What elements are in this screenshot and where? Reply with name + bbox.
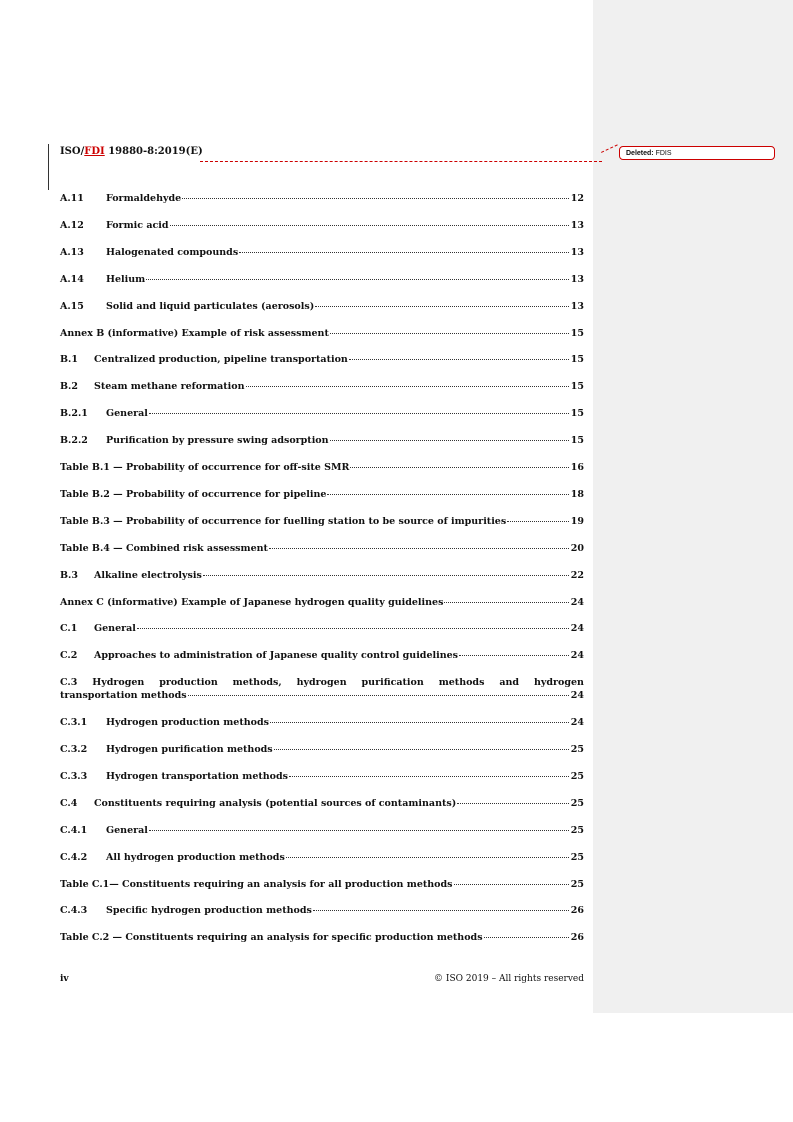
toc-entry-word: purification: [361, 677, 424, 689]
toc-entry[interactable]: [60, 798, 584, 809]
revision-connector-line: [200, 161, 602, 162]
toc-entry-number: A.14: [60, 273, 84, 285]
toc-leader-dots: [137, 628, 569, 629]
toc-entry-page: 19: [570, 515, 584, 527]
toc-entry-number: B.2.1: [60, 408, 88, 420]
toc-entry-number: A.11: [60, 193, 84, 204]
toc-entry[interactable]: [60, 516, 584, 527]
toc-entry-title: Halogenated compounds: [106, 246, 239, 258]
toc-entry[interactable]: [60, 852, 584, 863]
toc-entry-title: Hydrogen purification methods: [106, 744, 273, 755]
toc-entry-title: Table B.4 — Combined risk assessment: [60, 542, 268, 554]
toc-entry[interactable]: [60, 623, 584, 634]
toc-entry-number: B.2: [60, 381, 78, 393]
toc-entry-page: 13: [570, 246, 584, 258]
toc-entry-title: Formic acid: [106, 219, 169, 231]
toc-entry-page: 22: [570, 569, 584, 581]
toc-entry-line2[interactable]: [60, 690, 584, 701]
toc-entry-number: C.3.1: [60, 717, 88, 729]
toc-entry-page: 15: [570, 354, 584, 366]
toc-entry-page: 13: [570, 300, 584, 312]
toc-leader-dots: [350, 467, 568, 468]
toc-entry[interactable]: [60, 543, 584, 554]
toc-entry[interactable]: [60, 220, 584, 231]
toc-leader-dots: [149, 413, 569, 414]
toc-entry[interactable]: [60, 905, 584, 916]
toc-leader-dots: [289, 776, 569, 777]
toc-entry[interactable]: [60, 354, 584, 365]
toc-entry-title: General: [106, 824, 148, 836]
toc-entry-title: Steam methane reformation: [94, 381, 245, 393]
toc-entry-number: C.4.1: [60, 824, 88, 836]
toc-leader-dots: [246, 386, 569, 387]
toc-entry-page: 25: [570, 851, 584, 863]
toc-entry-title: Table B.1 — Probability of occurrence for off-site SMR: [60, 462, 350, 473]
toc-leader-dots: [327, 494, 568, 495]
toc-entry-title: General: [106, 408, 148, 420]
toc-entry-title: Specific hydrogen production methods: [106, 905, 312, 917]
toc-entry-word: methods,: [232, 677, 282, 689]
toc-entry-word: hydrogen: [296, 677, 347, 689]
deletion-comment-balloon[interactable]: [619, 146, 775, 160]
toc-entry-number: B.2.2: [60, 435, 88, 447]
toc-leader-dots: [170, 225, 569, 226]
toc-entry-line1[interactable]: [60, 677, 584, 688]
toc-entry-title: Helium: [106, 273, 146, 285]
toc-entry-page: 26: [570, 932, 584, 944]
toc-leader-dots: [315, 306, 569, 307]
toc-entry-title: Table B.3 — Probability of occurrence for fuelling station to be source of impurities: [60, 515, 507, 527]
toc-entry[interactable]: [60, 193, 584, 204]
balloon-text: FDIS: [655, 150, 672, 157]
toc-entry-page: 25: [570, 878, 584, 890]
toc-entry-title: Purification by pressure swing adsorption: [106, 435, 329, 447]
toc-leader-dots: [239, 252, 569, 253]
toc-entry-word: and: [499, 677, 520, 689]
toc-entry-number: B.1: [60, 354, 78, 366]
toc-entry-title: Centralized production, pipeline transportation: [94, 354, 348, 366]
toc-entry[interactable]: [60, 274, 584, 285]
toc-entry[interactable]: [60, 570, 584, 581]
toc-entry-page: 25: [570, 824, 584, 836]
toc-entry-title: Table C.2 — Constituents requiring an analysis for specific production methods: [60, 932, 483, 944]
toc-entry[interactable]: [60, 408, 584, 419]
toc-entry-page: 15: [570, 327, 584, 339]
toc-entry-title: transportation methods: [60, 690, 187, 702]
toc-leader-dots: [459, 655, 569, 656]
toc-entry-page: 24: [570, 690, 584, 702]
balloon-label: Deleted:: [626, 150, 654, 157]
toc-leader-dots: [349, 359, 569, 360]
toc-entry-number: C.3.3: [60, 770, 88, 782]
toc-entry-page: 25: [570, 797, 584, 809]
toc-entry-title: Solid and liquid particulates (aerosols): [106, 300, 315, 312]
toc-entry-title: Hydrogen transportation methods: [106, 770, 288, 782]
toc-entry-number: C.1: [60, 623, 78, 635]
document-header: [60, 146, 203, 157]
toc-entry-page: 16: [570, 462, 584, 473]
toc-entry-page: 25: [570, 770, 584, 782]
toc-leader-dots: [444, 602, 568, 603]
change-bar: [48, 144, 49, 190]
toc-entry[interactable]: [60, 879, 584, 890]
toc-leader-dots: [507, 521, 569, 522]
toc-leader-dots: [454, 884, 569, 885]
toc-leader-dots: [269, 548, 569, 549]
toc-entry-number: C.4: [60, 797, 78, 809]
toc-leader-dots: [149, 830, 569, 831]
toc-entry-number: A.13: [60, 246, 84, 258]
toc-entry[interactable]: [60, 301, 584, 312]
toc-entry-number: C.3.2: [60, 744, 88, 755]
toc-entry[interactable]: [60, 932, 584, 943]
toc-entry[interactable]: [60, 462, 584, 473]
toc-entry-title: Constituents requiring analysis (potential sources of contaminants): [94, 797, 457, 809]
toc-entry[interactable]: [60, 825, 584, 836]
toc-entry-title: Formaldehyde: [106, 193, 182, 204]
toc-entry[interactable]: [60, 435, 584, 446]
toc-entry-title: Approaches to administration of Japanese quality control guidelines: [94, 650, 459, 662]
toc-leader-dots: [286, 857, 569, 858]
toc-entry[interactable]: [60, 247, 584, 258]
toc-entry[interactable]: [60, 489, 584, 500]
toc-entry-title: Annex C (informative) Example of Japanese hydrogen quality guidelines: [60, 596, 444, 608]
toc-entry-number: A.15: [60, 300, 84, 312]
toc-entry-page: 24: [570, 717, 584, 729]
toc-entry-number: C.4.3: [60, 905, 88, 917]
toc-entry-title: Annex B (informative) Example of risk assessment: [60, 327, 329, 339]
toc-entry[interactable]: [60, 328, 584, 339]
toc-entry-number: C.2: [60, 650, 78, 662]
header-prefix: ISO/: [60, 146, 85, 157]
toc-entry-title: Table B.2 — Probability of occurrence for pipeline: [60, 488, 327, 500]
toc-entry-page: 13: [570, 273, 584, 285]
toc-entry-title: Alkaline electrolysis: [94, 569, 202, 581]
header-inserted-text: FDI: [84, 146, 105, 157]
toc-entry-page: 15: [570, 381, 584, 393]
toc-leader-dots: [313, 910, 569, 911]
toc-entry-title: All hydrogen production methods: [106, 851, 285, 863]
toc-entry-word: hydrogen: [533, 677, 584, 689]
toc-entry-number: C.4.2: [60, 851, 88, 863]
toc-leader-dots: [457, 803, 569, 804]
toc-entry-page: 24: [570, 596, 584, 608]
toc-entry[interactable]: [60, 717, 584, 728]
toc-entry[interactable]: [60, 650, 584, 661]
toc-entry-page: 20: [570, 542, 584, 554]
toc-entry-page: 15: [570, 408, 584, 420]
toc-leader-dots: [484, 937, 569, 938]
toc-entry-number: B.3: [60, 569, 78, 581]
toc-entry-page: 24: [570, 650, 584, 662]
toc-entry[interactable]: [60, 771, 584, 782]
toc-leader-dots: [330, 440, 569, 441]
toc-entry-number: C.3: [60, 677, 78, 689]
toc-entry-page: 24: [570, 623, 584, 635]
toc-entry-number: A.12: [60, 219, 84, 231]
footer-page-number: iv: [60, 974, 69, 984]
toc-entry[interactable]: [60, 597, 584, 608]
toc-leader-dots: [270, 722, 569, 723]
toc-entry-page: 25: [570, 744, 584, 755]
toc-leader-dots: [188, 695, 569, 696]
footer-copyright: © ISO 2019 – All rights reserved: [434, 974, 584, 984]
toc-leader-dots: [203, 575, 569, 576]
toc-entry-title: General: [94, 623, 136, 635]
toc-entry-word: methods: [438, 677, 485, 689]
toc-entry-page: 15: [570, 435, 584, 447]
header-suffix: 19880-8:2019(E): [104, 146, 203, 157]
toc-entry[interactable]: [60, 381, 584, 392]
toc-entry-word: Hydrogen: [92, 677, 145, 689]
toc-leader-dots: [146, 279, 569, 280]
toc-entry[interactable]: [60, 744, 584, 755]
toc-leader-dots: [330, 333, 569, 334]
toc-entry-title: Hydrogen production methods: [106, 717, 269, 729]
toc-leader-dots: [274, 749, 569, 750]
toc-entry-page: 26: [570, 905, 584, 917]
toc-entry-title: Table C.1— Constituents requiring an analysis for all production methods: [60, 878, 453, 890]
toc-entry-page: 13: [570, 219, 584, 231]
toc-entry-page: 18: [570, 488, 584, 500]
toc-entry-word: production: [159, 677, 218, 689]
toc-leader-dots: [182, 198, 569, 199]
toc-entry-page: 12: [570, 193, 584, 204]
